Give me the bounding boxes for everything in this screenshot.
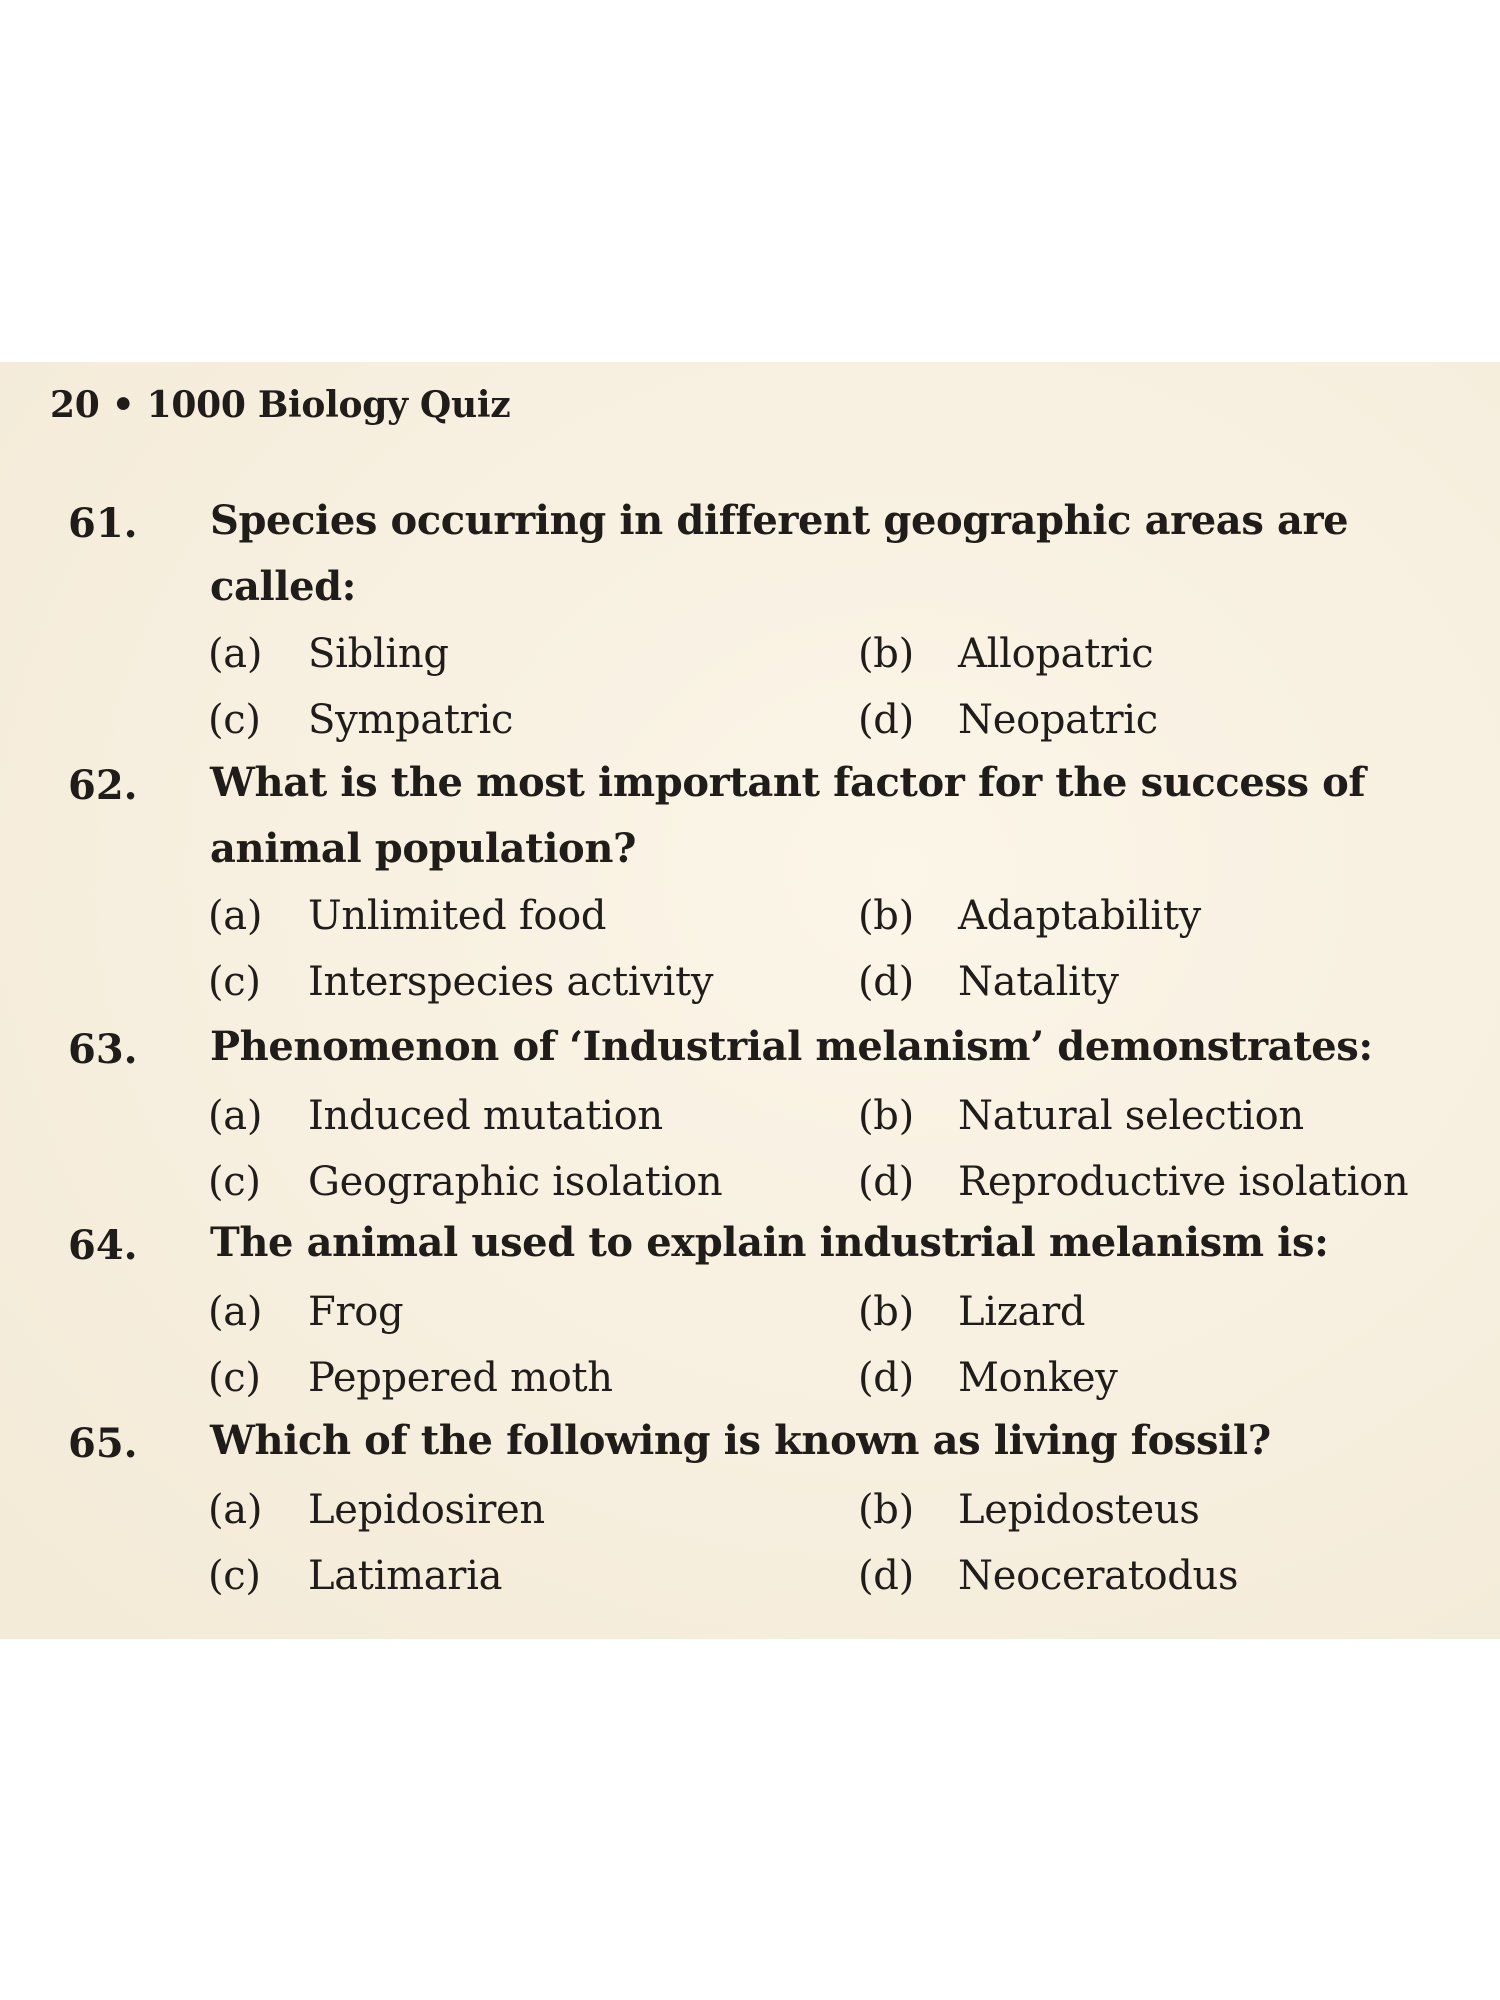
option-text: Neopatric xyxy=(958,697,1158,743)
option-tag: (b) xyxy=(858,1487,914,1533)
question-number: 62. xyxy=(68,762,138,809)
option-tag: (c) xyxy=(208,959,261,1005)
option-b xyxy=(858,892,1201,940)
option-tag: (c) xyxy=(208,1553,261,1599)
option-text: Reproductive isolation xyxy=(958,1159,1409,1205)
option-text: Geographic isolation xyxy=(308,1159,723,1205)
option-tag: (c) xyxy=(208,697,261,743)
option-c xyxy=(208,1552,502,1600)
option-b xyxy=(858,1486,1200,1534)
option-a xyxy=(208,1486,545,1534)
question-number: 64. xyxy=(68,1222,138,1269)
option-d xyxy=(858,1354,1118,1402)
option-text: Natality xyxy=(958,959,1119,1005)
option-text: Peppered moth xyxy=(308,1355,613,1401)
question-text: What is the most important factor for the success of animal population? xyxy=(210,759,1366,872)
option-text: Lepidosteus xyxy=(958,1487,1200,1533)
option-text: Lizard xyxy=(958,1289,1086,1335)
option-text: Monkey xyxy=(958,1355,1118,1401)
option-tag: (d) xyxy=(858,1553,914,1599)
option-tag: (d) xyxy=(858,1355,914,1401)
option-text: Allopatric xyxy=(958,631,1154,677)
option-d xyxy=(858,958,1119,1006)
option-tag: (b) xyxy=(858,1093,914,1139)
option-text: Lepidosiren xyxy=(308,1487,545,1533)
option-tag: (c) xyxy=(208,1159,261,1205)
option-tag: (a) xyxy=(208,1093,263,1139)
option-text: Frog xyxy=(308,1289,404,1335)
option-a xyxy=(208,1288,403,1336)
option-text: Sibling xyxy=(308,631,449,677)
option-tag: (b) xyxy=(858,1289,914,1335)
option-c xyxy=(208,1158,722,1206)
option-a xyxy=(208,630,449,678)
question-number: 63. xyxy=(68,1026,138,1073)
option-b xyxy=(858,1288,1085,1336)
option-text: Unlimited food xyxy=(308,893,607,939)
option-tag: (b) xyxy=(858,631,914,677)
option-tag: (c) xyxy=(208,1355,261,1401)
option-d xyxy=(858,1552,1238,1600)
option-text: Induced mutation xyxy=(308,1093,663,1139)
question-number: 61. xyxy=(68,500,138,547)
option-a xyxy=(208,1092,663,1140)
question-text: The animal used to explain industrial melanism is: xyxy=(210,1219,1329,1266)
option-d xyxy=(858,696,1158,744)
option-tag: (d) xyxy=(858,1159,914,1205)
question-text: Which of the following is known as living fossil? xyxy=(210,1417,1271,1464)
option-tag: (b) xyxy=(858,893,914,939)
option-tag: (d) xyxy=(858,959,914,1005)
option-c xyxy=(208,1354,613,1402)
question-text: Phenomenon of ‘Industrial melanism’ demonstrates: xyxy=(210,1023,1373,1070)
running-head: 20 • 1000 Biology Quiz xyxy=(50,384,511,426)
option-text: Latimaria xyxy=(308,1553,503,1599)
option-tag: (d) xyxy=(858,697,914,743)
option-tag: (a) xyxy=(208,1289,263,1335)
option-c xyxy=(208,958,713,1006)
option-text: Neoceratodus xyxy=(958,1553,1239,1599)
option-b xyxy=(858,630,1153,678)
book-page xyxy=(0,362,1500,1639)
option-text: Interspecies activity xyxy=(308,959,714,1005)
option-text: Sympatric xyxy=(308,697,514,743)
option-c xyxy=(208,696,513,744)
option-text: Natural selection xyxy=(958,1093,1304,1139)
option-a xyxy=(208,892,606,940)
option-tag: (a) xyxy=(208,1487,263,1533)
question-text: Species occurring in different geographic areas are called: xyxy=(210,497,1349,610)
option-tag: (a) xyxy=(208,631,263,677)
question-number: 65. xyxy=(68,1420,138,1467)
option-d xyxy=(858,1158,1408,1206)
option-text: Adaptability xyxy=(958,893,1201,939)
option-tag: (a) xyxy=(208,893,263,939)
option-b xyxy=(858,1092,1304,1140)
